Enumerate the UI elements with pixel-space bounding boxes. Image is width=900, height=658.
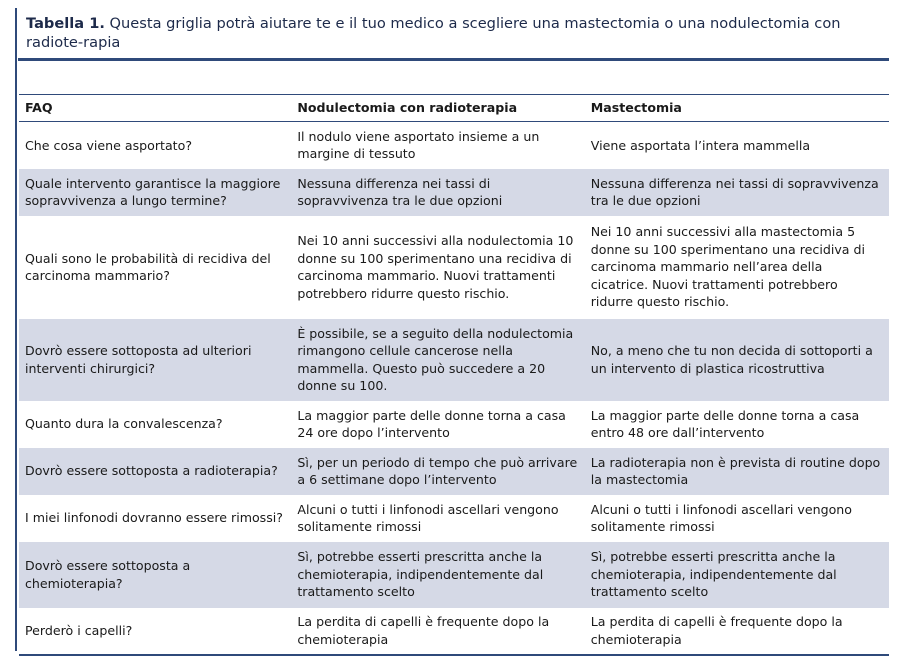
table-row [19,542,889,608]
mastectomia-cell: No, a meno che tu non decida di sottoporti a un intervento di plastica ricostruttiva [585,319,889,401]
table-frame [15,8,893,651]
faq-cell: I miei linfonodi dovranno essere rimossi? [25,510,283,526]
nodulectomia-cell: La perdita di capelli è frequente dopo la chemioterapia [291,608,584,655]
faq-cell: Dovrò essere sottoposta a chemioterapia? [19,542,291,608]
caption-text: Questa griglia potrà aiutare te e il tuo medico a scegliere una mastectomia o una nodulectomia con radiote-rapia [26,15,841,51]
faq-cell: Dovrò essere sottoposta a radioterapia? [19,448,291,495]
table-row [19,216,889,319]
nodulectomia-cell: Nessuna differenza nei tassi di sopravvivenza tra le due opzioni [291,169,584,216]
mastectomia-cell: La perdita di capelli è frequente dopo la chemioterapia [585,608,889,655]
caption-label: Tabella 1. [26,15,105,32]
table-caption [26,14,886,52]
faq-cell: Quale intervento garantisce la maggiore sopravvivenza a lungo termine? [19,169,291,216]
faq-cell: Perderò i capelli? [19,608,291,655]
header-mastectomia: Mastectomia [585,95,889,122]
table-header-row [19,95,889,122]
table-row [19,169,889,216]
table-row [19,122,889,169]
mastectomia-cell: Alcuni o tutti i linfonodi ascellari vengono solitamente rimossi [590,501,852,534]
nodulectomia-cell: Nei 10 anni successivi alla nodulectomia 10 donne su 100 sperimentano una recidiva di carcinoma mammario. Nuovi trattamenti potrebbero ridurre questo rischio. [297,233,574,301]
nodulectomia-cell: Alcuni o tutti i linfonodi ascellari vengono solitamente rimossi [297,501,559,534]
table-row [19,448,889,495]
mastectomia-cell: Nessuna differenza nei tassi di sopravvivenza tra le due opzioni [585,169,889,216]
table-row [19,401,889,448]
table-row [19,608,889,655]
nodulectomia-cell: Sì, potrebbe esserti prescritta anche la chemioterapia, indipendentemente dal trattamento scelto [291,542,584,608]
caption-divider [18,58,889,61]
header-nodulectomia: Nodulectomia con radioterapia [291,95,584,122]
mastectomia-cell: La radioterapia non è prevista di routine dopo la mastectomia [585,448,889,495]
nodulectomia-cell: È possibile, se a seguito della nodulectomia rimangono cellule cancerose nella mammella. Questo può succedere a 20 donne su 100. [291,319,584,401]
faq-cell: Che cosa viene asportato? [25,137,193,153]
faq-table [19,94,889,656]
mastectomia-cell: La maggior parte delle donne torna a casa entro 48 ore dall’intervento [590,407,860,440]
faq-cell: Quali sono le probabilità di recidiva del carcinoma mammario? [25,250,271,283]
mastectomia-cell: Nei 10 anni successivi alla mastectomia 5 donne su 100 sperimentano una recidiva di carcinoma mammario nell’area della cicatrice. Nuovi trattamenti potrebbero ridurre questo rischio. [590,224,865,310]
nodulectomia-cell: Il nodulo viene asportato insieme a un margine di tessuto [297,128,540,162]
faq-cell: Quanto dura la convalescenza? [25,416,223,432]
table-row [19,495,889,542]
table-row [19,319,889,401]
faq-cell: Dovrò essere sottoposta ad ulteriori interventi chirurgici? [19,319,291,401]
header-faq: FAQ [19,95,291,122]
mastectomia-cell: Sì, potrebbe esserti prescritta anche la chemioterapia, indipendentemente dal trattamento scelto [585,542,889,608]
mastectomia-cell: Viene asportata l’intera mammella [590,137,811,153]
nodulectomia-cell: Sì, per un periodo di tempo che può arrivare a 6 settimane dopo l’intervento [291,448,584,495]
nodulectomia-cell: La maggior parte delle donne torna a casa 24 ore dopo l’intervento [297,407,566,440]
